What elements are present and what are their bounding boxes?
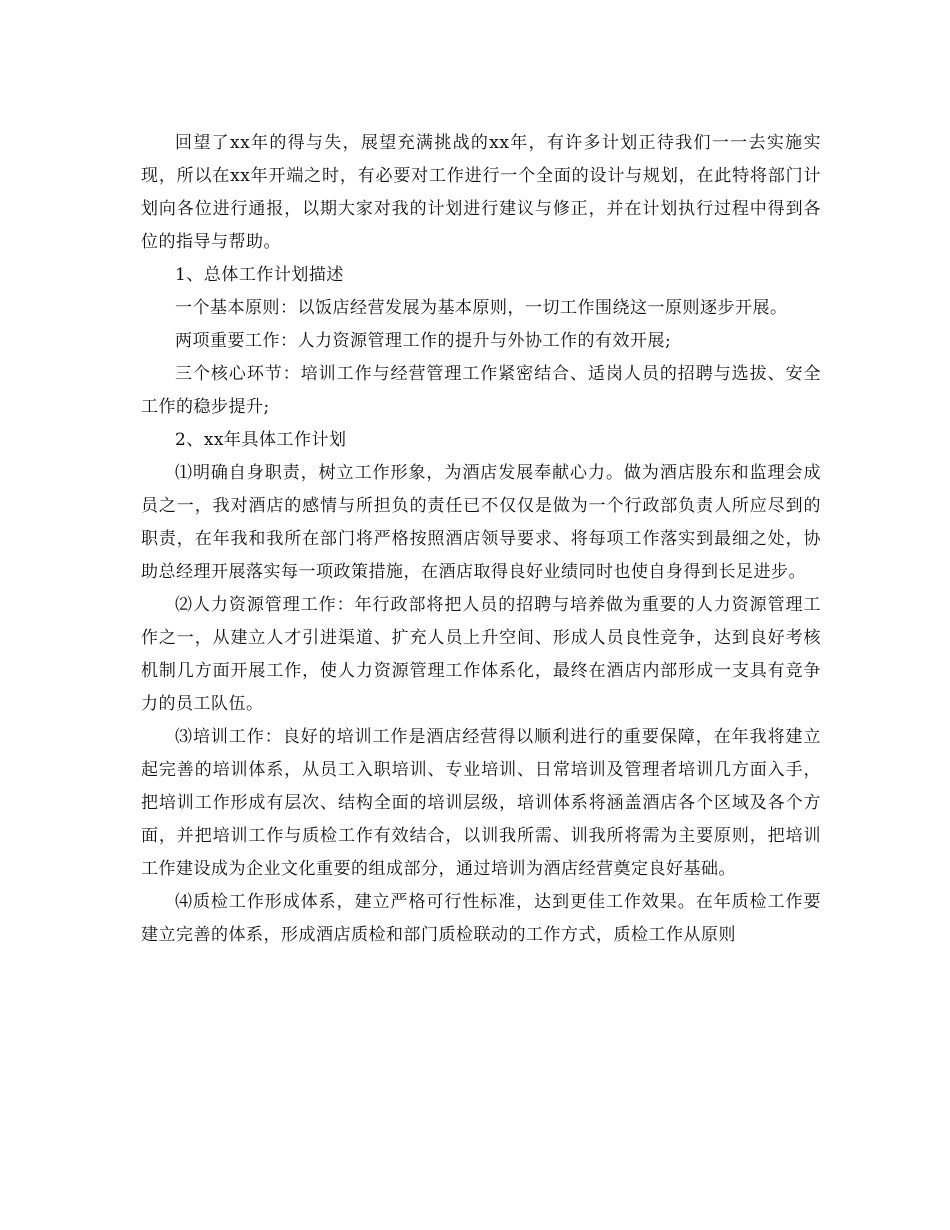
heading-specific-plan: 2、xx年具体工作计划: [175, 430, 347, 450]
paragraph-intro: 回望了xx年的得与失，展望充满挑战的xx年，有许多计划正待我们一一去实施实现，所以在xx年开端之时，有必要对工作进行一个全面的设计与规划，在此特将部门计划向各位进行通报，以期大家对我的计划进行建议与修正，并在计划执行过程中得到各位的指导与帮助。: [141, 133, 821, 252]
paragraph-item-1: ⑴明确自身职责，树立工作形象，为酒店发展奉献心力。做为酒店股东和监理会成员之一，我对酒店的感情与所担负的责任已不仅仅是做为一个行政部负责人所应尽到的职责，在年我和我所在部门将严格按照酒店领导要求、将每项工作落实到最细之处，协助总经理开展落实每一项政策措施，在酒店取得良好业绩同时也使自身得到长足进步。: [141, 463, 821, 582]
paragraph-three-core-links: 三个核心环节：培训工作与经营管理工作紧密结合、适岗人员的招聘与选拔、安全工作的稳步提升;: [141, 364, 821, 417]
document-body: [141, 127, 821, 952]
paragraph-basic-principle: 一个基本原则：以饭店经营发展为基本原则，一切工作围绕这一原则逐步开展。: [175, 298, 788, 318]
paragraph-item-4: ⑷质检工作形成体系，建立严格可行性标准，达到更佳工作效果。在年质检工作要建立完善的体系，形成酒店质检和部门质检联动的工作方式，质检工作从原则: [141, 892, 821, 945]
paragraph-two-key-tasks: 两项重要工作：人力资源管理工作的提升与外协工作的有效开展;: [175, 331, 672, 351]
heading-overall-plan: 1、总体工作计划描述: [175, 265, 344, 285]
paragraph-item-3: ⑶培训工作：良好的培训工作是酒店经营得以顺利进行的重要保障，在年我将建立起完善的培训体系，从员工入职培训、专业培训、日常培训及管理者培训几方面入手，把培训工作形成有层次、结构全面的培训层级，培训体系将涵盖酒店各个区域及各个方面，并把培训工作与质检工作有效结合，以训我所需、训我所将需为主要原则，把培训工作建设成为企业文化重要的组成部分，通过培训为酒店经营奠定良好基础。: [141, 727, 821, 879]
paragraph-item-2: ⑵人力资源管理工作：年行政部将把人员的招聘与培养做为重要的人力资源管理工作之一，从建立人才引进渠道、扩充人员上升空间、形成人员良性竞争，达到良好考核机制几方面开展工作，使人力资源管理工作体系化，最终在酒店内部形成一支具有竞争力的员工队伍。: [141, 595, 821, 714]
